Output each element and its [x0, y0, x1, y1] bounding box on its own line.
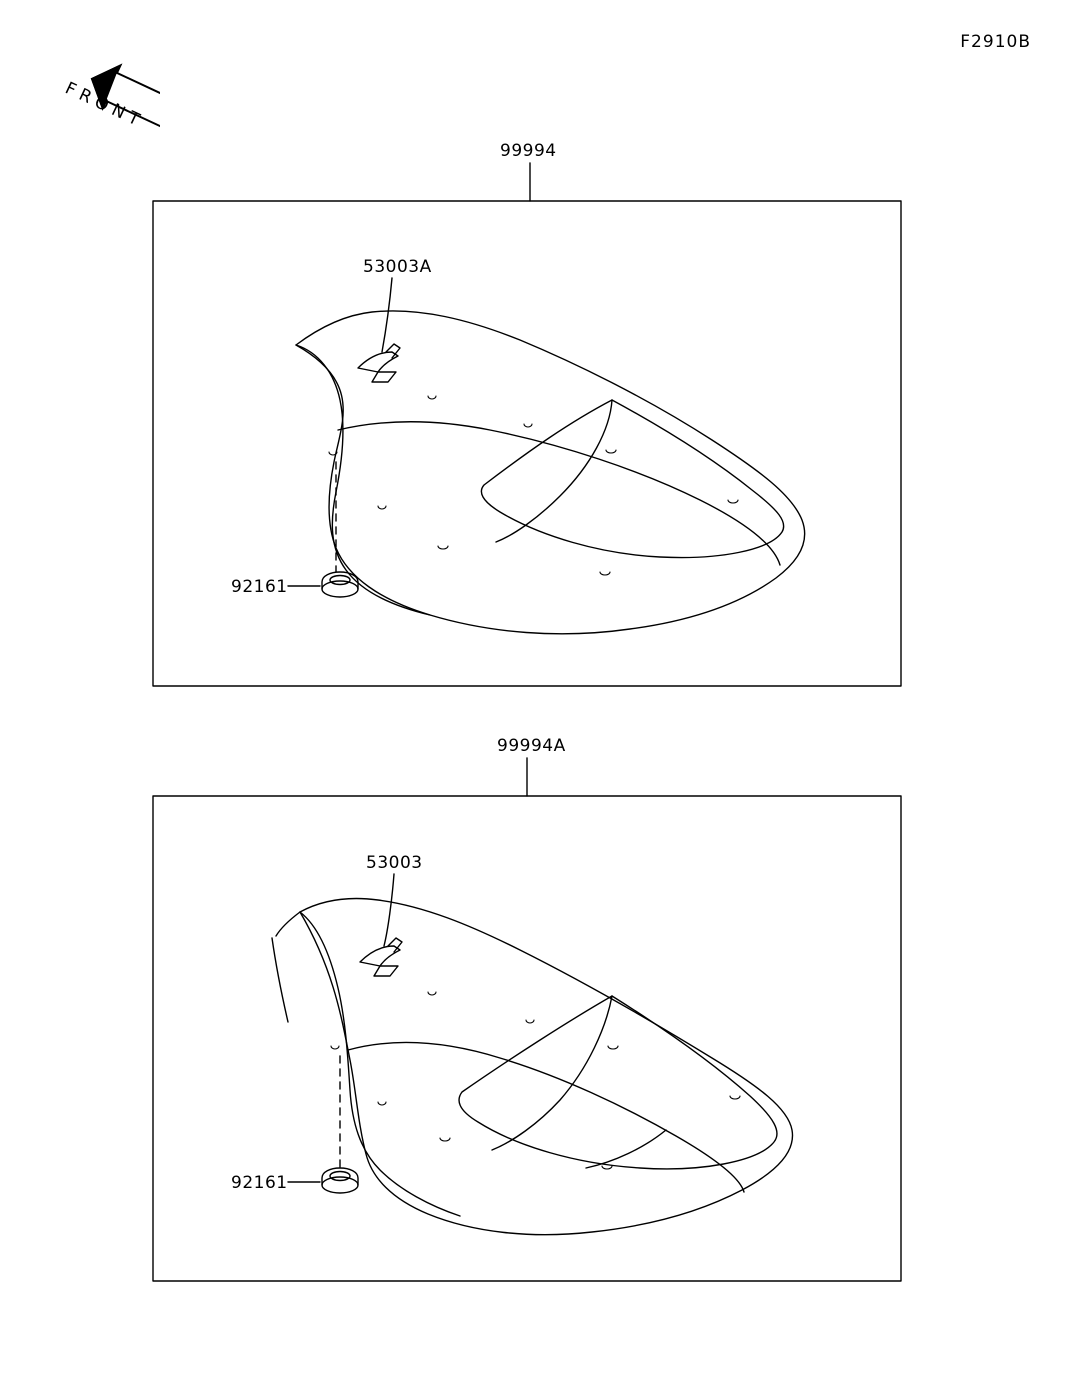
- seat-2-grommet: [322, 1168, 358, 1193]
- callout-92161-label-1: 92161: [231, 577, 288, 597]
- seat-2-nose: [276, 912, 300, 936]
- seat-1-left-edge: [296, 345, 430, 615]
- callout-92161-label-2: 92161: [231, 1173, 288, 1193]
- seat-2-pad-seam-2: [586, 1130, 666, 1168]
- callout-53003a-label: 53003A: [363, 257, 432, 277]
- panel-2-title: 99994A: [497, 736, 566, 756]
- seat-2-outline: [300, 899, 793, 1235]
- callout-53003a-leader: [382, 278, 392, 352]
- panel-1-frame: [153, 201, 901, 686]
- panel-1-title: 99994: [500, 141, 557, 161]
- callout-53003-label: 53003: [366, 853, 423, 873]
- seat-1-rear-pad: [481, 400, 783, 558]
- seat-1-contour: [338, 422, 780, 565]
- panel-2-frame: [153, 796, 901, 1281]
- seat-2-left-edge: [300, 912, 460, 1216]
- seat-2-latch: [360, 938, 402, 976]
- callout-53003-leader: [384, 874, 394, 946]
- seat-1-pad-seam: [496, 400, 612, 542]
- diagram-code: F2910B: [960, 32, 1031, 52]
- seat-2-contour: [348, 1042, 744, 1192]
- seat-2-stitch-marks: [331, 992, 740, 1169]
- seat-2-pad-seam-1: [492, 996, 612, 1150]
- seat-1-latch: [358, 344, 400, 382]
- seat-2-left-trim: [272, 938, 288, 1022]
- seat-1-grommet: [322, 572, 358, 597]
- svg-text:F R O N T: F R O N T: [61, 78, 143, 131]
